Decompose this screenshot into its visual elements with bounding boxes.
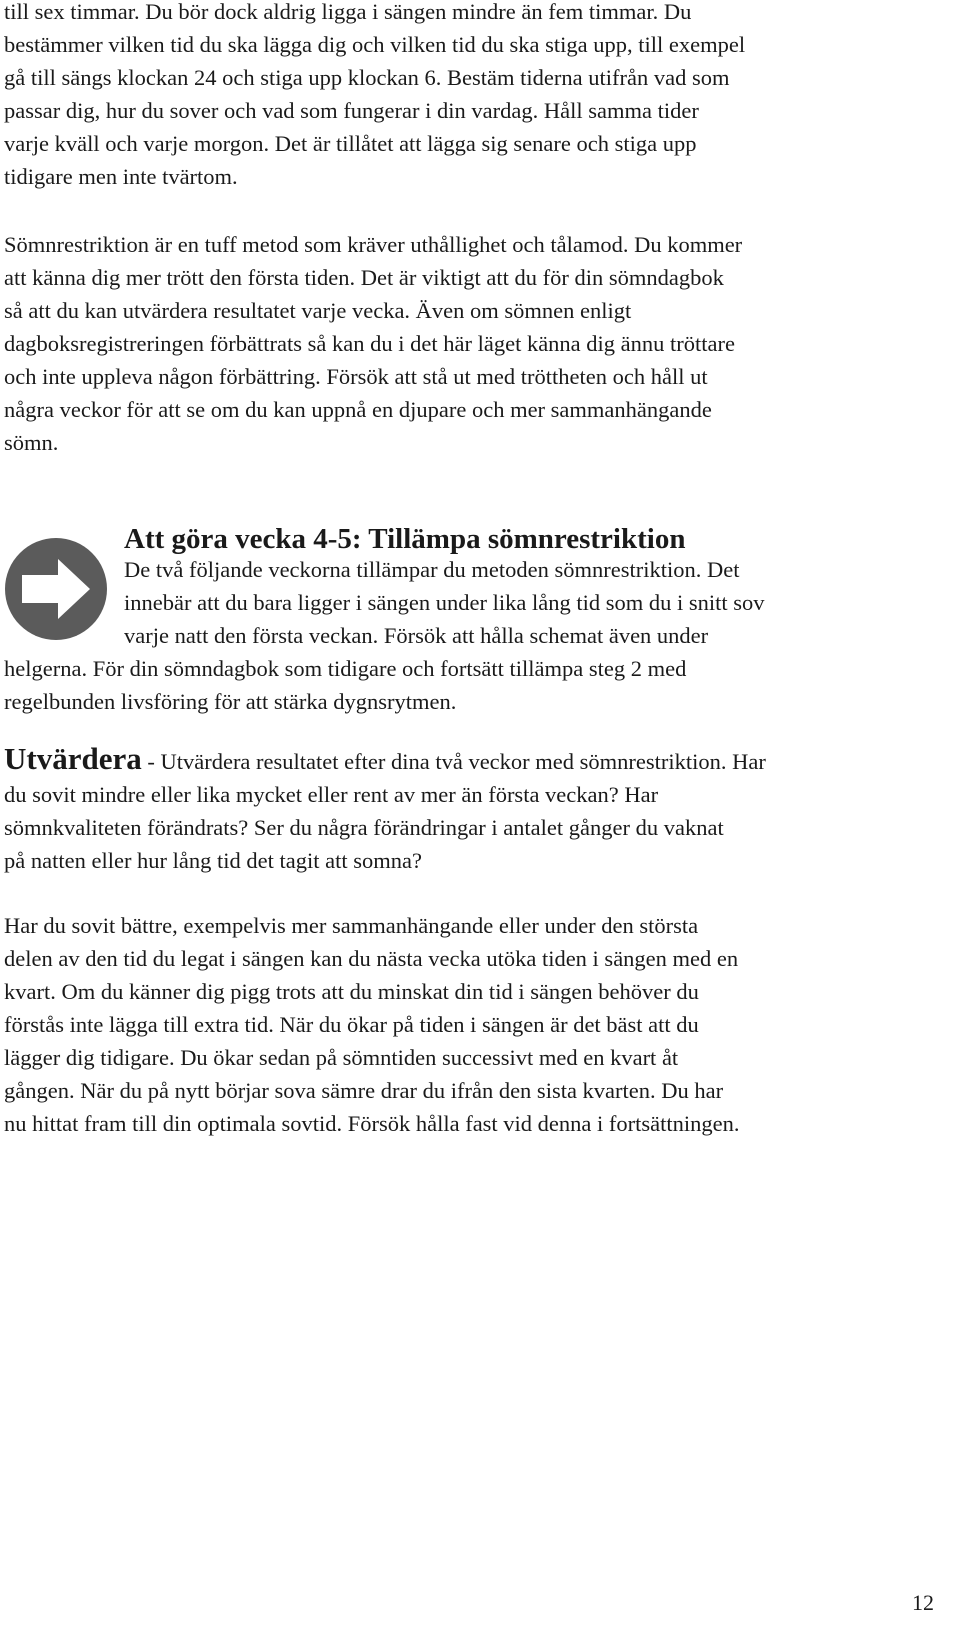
section-body — [4, 553, 956, 718]
text-line: innebär att du bara ligger i sängen under lika lång tid som du i snitt sov — [124, 590, 765, 615]
evaluate-first-line: - Utvärdera resultatet efter dina två veckor med sömnrestriktion. Har — [141, 749, 766, 774]
page-number: 12 — [912, 1590, 934, 1615]
text-line: Har du sovit bättre, exempelvis mer sammanhängande eller under den största — [4, 913, 699, 938]
text-line: kvart. Om du känner dig pigg trots att du minskat din tid i sängen behöver du — [4, 979, 699, 1004]
text-line — [4, 742, 956, 778]
text-line: sömnkvaliteten förändrats? Ser du några förändringar i antalet gånger du vaknat — [4, 815, 724, 840]
text-line: så att du kan utvärdera resultatet varje vecka. Även om sömnen enligt — [4, 298, 632, 323]
text-line: lägger dig tidigare. Du ökar sedan på sömntiden successivt med en kvart åt — [4, 1045, 679, 1070]
text-line: Sömnrestriktion är en tuff metod som kräver uthållighet och tålamod. Du kommer — [4, 232, 743, 257]
text-line: på natten eller hur lång tid det tagit att somna? — [4, 848, 422, 873]
text-line: gå till sängs klockan 24 och stiga upp klockan 6. Bestäm tiderna utifrån vad som — [4, 65, 730, 90]
paragraph-restriction — [4, 228, 956, 459]
text-line: regelbunden livsföring för att stärka dygnsrytmen. — [4, 689, 457, 714]
text-line: varje natt den första veckan. Försök att hålla schemat även under — [124, 623, 709, 648]
paragraph-intro — [4, 0, 956, 193]
text-line: gången. När du på nytt börjar sova sämre drar du ifrån den sista kvarten. Du har — [4, 1078, 724, 1103]
text-line: bestämmer vilken tid du ska lägga dig och vilken tid du ska stiga upp, till exempel — [4, 32, 746, 57]
text-line: du sovit mindre eller lika mycket eller rent av mer än första veckan? Har — [4, 782, 659, 807]
text-line: några veckor för att se om du kan uppnå en djupare och mer sammanhängande — [4, 397, 712, 422]
text-line: tidigare men inte tvärtom. — [4, 164, 238, 189]
text-line: att känna dig mer trött den första tiden. Det är viktigt att du för din sömndagbok — [4, 265, 724, 290]
text-line: passar dig, hur du sover och vad som fungerar i din vardag. Håll samma tider — [4, 98, 699, 123]
text-line: nu hittat fram till din optimala sovtid. Försök hålla fast vid denna i fortsättningen. — [4, 1111, 740, 1136]
text-line: helgerna. För din sömndagbok som tidigare och fortsätt tillämpa steg 2 med — [4, 656, 687, 681]
text-line: delen av den tid du legat i sängen kan du nästa vecka utöka tiden i sängen med en — [4, 946, 739, 971]
section-heading: Att göra vecka 4-5: Tillämpa sömnrestriktion — [124, 523, 686, 555]
paragraph-evaluate — [4, 742, 956, 877]
evaluate-heading: Utvärdera — [4, 741, 142, 776]
text-line: De två följande veckorna tillämpar du metoden sömnrestriktion. Det — [124, 557, 740, 582]
text-line: förstås inte lägga till extra tid. När du ökar på tiden i sängen är det bäst att du — [4, 1012, 699, 1037]
text-line: dagboksregistreringen förbättrats så kan du i det här läget känna dig ännu tröttare — [4, 331, 735, 356]
text-line: till sex timmar. Du bör dock aldrig ligga i sängen mindre än fem timmar. Du — [4, 0, 692, 24]
text-line: varje kväll och varje morgon. Det är tillåtet att lägga sig senare och stiga upp — [4, 131, 697, 156]
text-line: sömn. — [4, 430, 59, 455]
text-line: och inte uppleva någon förbättring. Försök att stå ut med tröttheten och håll ut — [4, 364, 708, 389]
paragraph-better-sleep — [4, 909, 956, 1140]
